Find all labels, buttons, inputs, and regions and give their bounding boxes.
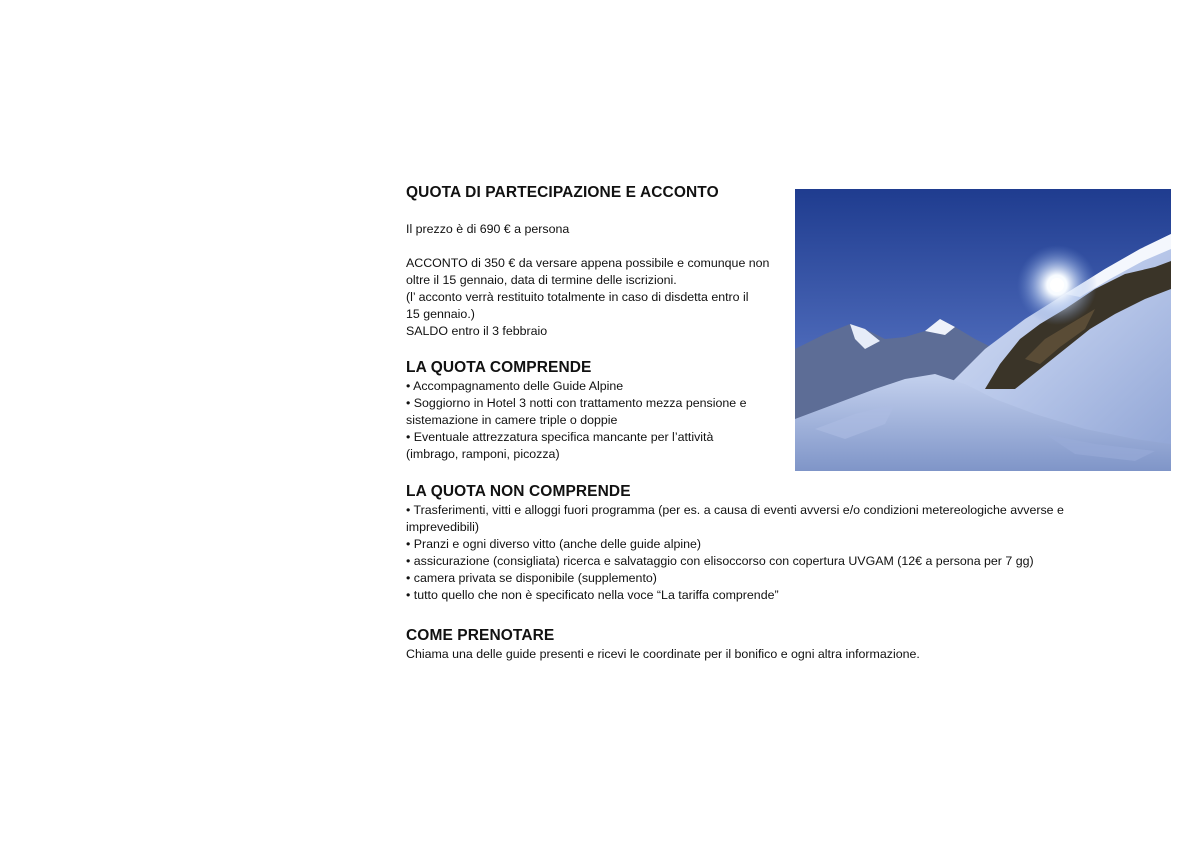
mountain-photo [795,189,1171,471]
list-item: • Eventuale attrezzatura specifica mancante per l’attività [406,430,714,444]
list-item: • Accompagnamento delle Guide Alpine [406,379,624,393]
deposit-line: 15 gennaio.) [406,307,475,321]
deposit-line: oltre il 15 gennaio, data di termine delle iscrizioni. [406,273,677,287]
list-item: (imbrago, ramponi, picozza) [406,447,560,461]
section-title-prenotare: COME PRENOTARE [406,627,555,644]
list-item: • assicurazione (consigliata) ricerca e salvataggio con elisoccorso con copertura UVGAM (12€ a persona per 7 gg) [406,554,1034,568]
deposit-line: ACCONTO di 350 € da versare appena possibile e comunque non [406,256,770,270]
list-item: imprevedibili) [406,520,479,534]
list-item: • Soggiorno in Hotel 3 notti con trattamento mezza pensione e [406,396,747,410]
list-item: • Pranzi e ogni diverso vitto (anche delle guide alpine) [406,537,702,551]
list-item: sistemazione in camere triple o doppie [406,413,618,427]
list-item: • tutto quello che non è specificato nella voce “La tariffa comprende” [406,588,779,602]
balance-line: SALDO entro il 3 febbraio [406,324,548,338]
section-title-comprende: LA QUOTA COMPRENDE [406,359,592,376]
mountain-photo-icon [795,189,1171,471]
section-title-non-comprende: LA QUOTA NON COMPRENDE [406,483,631,500]
section-title-quota: QUOTA DI PARTECIPAZIONE E ACCONTO [406,184,719,201]
price-text: Il prezzo è di 690 € a persona [406,222,570,236]
list-item: • Trasferimenti, vitti e alloggi fuori programma (per es. a causa di eventi avversi e/o condizioni metereologiche avverse e [406,503,1064,517]
booking-text: Chiama una delle guide presenti e ricevi le coordinate per il bonifico e ogni altra informazione. [406,647,920,661]
list-item: • camera privata se disponibile (supplemento) [406,571,657,585]
deposit-line: (l’ acconto verrà restituito totalmente in caso di disdetta entro il [406,290,749,304]
deposit-block [406,255,778,340]
excluded-list [406,502,1106,604]
included-list [406,378,778,463]
